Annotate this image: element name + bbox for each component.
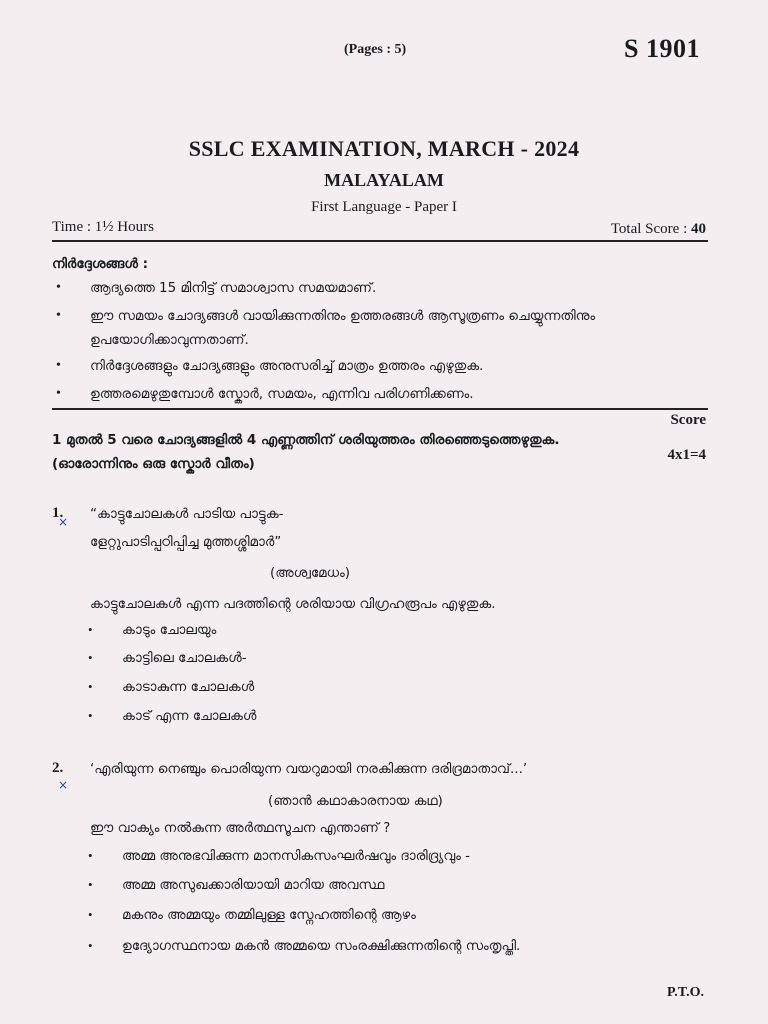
answer-option: കാട്ടിലെ ചോലകൾ- [122,650,247,666]
bullet-icon: • [88,877,93,892]
question-prompt: കാട്ടുചോലകൾ എന്ന പദത്തിന്റെ ശരിയായ വിഗ്രഹരൂപം എഴുതുക. [90,596,496,612]
bullet-icon: • [56,308,61,323]
bullet-icon: • [56,386,61,401]
question-number: 1. [52,505,64,521]
question-source: (അശ്വമേധം) [270,565,351,581]
instruction-item: നിർദ്ദേശങ്ങളും ചോദ്യങ്ങളും അനുസരിച്ച് മാത്രം ഉത്തരം എഴുതുക. [90,358,484,374]
bullet-icon: • [88,650,93,665]
instruction-item: ഉത്തരമെഴുതുമ്പോൾ സ്കോർ, സമയം, എന്നിവ പരിഗണിക്കണം. [90,386,474,402]
exam-paper: First Language - Paper I [311,199,457,215]
paper-code: S 1901 [624,34,700,63]
instructions-divider [52,408,708,410]
bullet-icon: • [88,938,93,953]
exam-title: SSLC EXAMINATION, MARCH - 2024 [188,136,580,161]
bullet-icon: • [88,708,93,723]
bullet-icon: • [88,907,93,922]
section-marks: 4x1=4 [667,447,706,463]
section-instruction: 1 മുതൽ 5 വരെ ചോദ്യങ്ങളിൽ 4 എണ്ണത്തിന് ശരിയുത്തരം തിരഞ്ഞെടുത്തെഴുതുക. [52,432,560,448]
question-source: (ഞാൻ കഥാകാരനായ കഥ) [268,793,443,809]
answer-option: കാടും ചോലയും [122,622,217,638]
page-count: (Pages : 5) [344,42,407,57]
cross-mark-icon: × [58,778,69,792]
instructions-heading: നിർദ്ദേശങ്ങൾ : [52,256,149,272]
question-number: 2. [52,760,64,776]
question-quote-line: ‘എരിയുന്ന നെഞ്ചും പൊരിയുന്ന വയറുമായി നരകിക്കുന്ന ദരിദ്രമാതാവ്...’ [90,761,528,777]
answer-option: കാട് എന്ന ചോലകൾ [122,708,257,724]
please-turn-over: P.T.O. [667,985,704,1000]
header-divider [52,240,708,242]
total-score-label: Total Score : [610,221,691,237]
answer-option: മകനും അമ്മയും തമ്മിലുള്ള സ്നേഹത്തിന്റെ ആഴം [122,907,416,923]
section-note: (ഓരോന്നിനും ഒരു സ്കോർ വീതം) [52,456,255,472]
question-quote-line: “കാട്ടുചോലകൾ പാടിയ പാട്ടുക- [90,506,284,522]
exam-time: Time : 1½ Hours [52,219,154,235]
question-prompt: ഈ വാക്യം നൽകുന്ന അർത്ഥസൂചന എന്താണ് ? [90,820,391,836]
instruction-item: ആദ്യത്തെ 15 മിനിട്ട് സമാശ്വാസ സമയമാണ്. [90,280,377,296]
answer-option: അമ്മ അസുഖക്കാരിയായി മാറിയ അവസ്ഥ [122,877,385,893]
answer-option: കാടാകുന്ന ചോലകൾ [122,679,255,695]
bullet-icon: • [88,848,93,863]
total-score-value: 40 [691,221,706,237]
cross-mark-icon: × [58,515,69,529]
bullet-icon: • [56,280,61,295]
bullet-icon: • [88,622,93,637]
bullet-icon: • [88,679,93,694]
answer-option: അമ്മ അനുഭവിക്കുന്ന മാനസികസംഘർഷവും ദാരിദ്ര്യവും - [122,848,471,864]
question-quote-line: ളേറ്റുപാടിപ്പഠിപ്പിച്ച മുത്തശ്ശിമാർ” [90,534,282,550]
score-column-label: Score [670,412,706,428]
bullet-icon: • [56,358,61,373]
exam-subject: MALAYALAM [324,170,444,190]
total-score [611,221,706,238]
answer-option: ഉദ്യോഗസ്ഥനായ മകൻ അമ്മയെ സംരക്ഷിക്കുന്നതിന്റെ സംതൃപ്തി. [122,938,521,954]
instruction-item: ഈ സമയം ചോദ്യങ്ങൾ വായിക്കുന്നതിനും ഉത്തരങ്ങൾ ആസൂത്രണം ചെയ്യുന്നതിനും ഉപയോഗിക്കാവുന്നതാണ്. [90,308,596,348]
